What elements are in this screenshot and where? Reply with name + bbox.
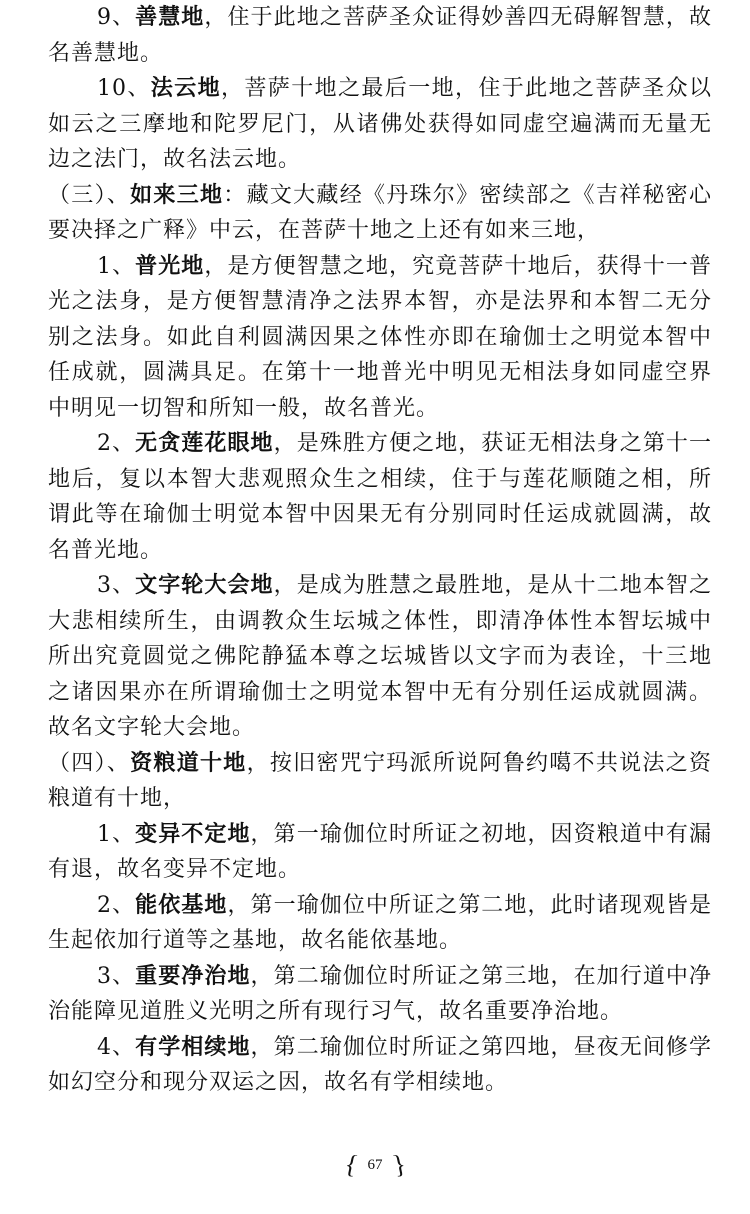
item-number: 3、 bbox=[97, 963, 136, 989]
document-body bbox=[48, 0, 712, 1101]
paragraph-text: ，是殊胜方便之地，获证无相法身之第十一地后，复以本智大悲观照众生之相续，住于与莲花顺随之相，所谓此等在瑜伽士明觉本智中因果无有分别同时任运成就圆满，故名普光地。 bbox=[48, 431, 712, 563]
item-number: 2、 bbox=[97, 431, 136, 456]
paragraph bbox=[48, 0, 712, 71]
right-ornament-icon: } bbox=[389, 1150, 408, 1179]
paragraph-text: ，住于此地之菩萨圣众证得妙善四无碍解智慧，故名善慧地。 bbox=[48, 5, 712, 66]
item-number: 4、 bbox=[97, 1034, 136, 1060]
paragraph bbox=[48, 746, 712, 817]
paragraph bbox=[48, 568, 712, 746]
item-number: 1、 bbox=[97, 253, 136, 279]
left-ornament-icon: { bbox=[342, 1150, 361, 1179]
term-heading: 普光地 bbox=[135, 252, 205, 279]
page-number: 67 bbox=[367, 1156, 383, 1173]
paragraph bbox=[48, 71, 712, 178]
term-heading: 有学相续地 bbox=[135, 1033, 251, 1060]
item-number: （三）、 bbox=[48, 182, 131, 208]
item-number: 2、 bbox=[97, 892, 136, 918]
paragraph-text: ：藏文大藏经《丹珠尔》密续部之《吉祥秘密心要决择之广释》中云，在菩萨十地之上还有如来三地， bbox=[48, 182, 712, 243]
page-footer bbox=[0, 1150, 750, 1180]
paragraph bbox=[48, 1030, 712, 1101]
term-heading: 资粮道十地 bbox=[130, 749, 247, 776]
paragraph-text: ，第二瑜伽位时所证之第三地，在加行道中净治能障见道胜义光明之所有现行习气，故名重要净治地。 bbox=[48, 963, 712, 1024]
paragraph bbox=[48, 817, 712, 888]
paragraph-text: ，菩萨十地之最后一地，住于此地之菩萨圣众以如云之三摩地和陀罗尼门，从诸佛处获得如同虚空遍满而无量无边之法门，故名法云地。 bbox=[48, 76, 712, 172]
paragraph-text: ，第二瑜伽位时所证之第四地，昼夜无间修学如幻空分和现分双运之因，故名有学相续地。 bbox=[48, 1034, 712, 1095]
paragraph bbox=[48, 178, 712, 249]
term-heading: 法云地 bbox=[150, 75, 221, 101]
term-heading: 变异不定地 bbox=[135, 820, 251, 847]
item-number: 3、 bbox=[97, 573, 136, 598]
paragraph-text: ，第一瑜伽位中所证之第二地，此时诸现观皆是生起依加行道等之基地，故名能依基地。 bbox=[48, 892, 712, 953]
item-number: （四）、 bbox=[48, 750, 131, 776]
term-heading: 重要净治地 bbox=[135, 962, 251, 989]
item-number: 1、 bbox=[97, 821, 136, 847]
term-heading: 无贪莲花眼地 bbox=[135, 430, 274, 456]
term-heading: 如来三地 bbox=[130, 181, 224, 208]
paragraph bbox=[48, 249, 712, 427]
paragraph bbox=[48, 426, 712, 568]
item-number: 9、 bbox=[97, 5, 136, 30]
item-number: 10、 bbox=[97, 76, 151, 101]
paragraph bbox=[48, 888, 712, 959]
term-heading: 善慧地 bbox=[135, 4, 205, 30]
paragraph-text: ，是成为胜慧之最胜地，是从十二地本智之大悲相续所生，由调教众生坛城之体性，即清净体性本智坛城中所出究竟圆觉之佛陀静猛本尊之坛城皆以文字而为表诠，十三地之诸因果亦在所谓瑜伽士之明觉本智中无有分别任运成就圆满。故名文字轮大会地。 bbox=[48, 573, 712, 740]
term-heading: 能依基地 bbox=[135, 891, 228, 918]
paragraph-text: ，按旧密咒宁玛派所说阿鲁约噶不共说法之资粮道有十地， bbox=[48, 750, 712, 811]
term-heading: 文字轮大会地 bbox=[135, 572, 274, 598]
paragraph-text: ，第一瑜伽位时所证之初地，因资粮道中有漏有退，故名变异不定地。 bbox=[48, 821, 712, 882]
paragraph-text: ，是方便智慧之地，究竟菩萨十地后，获得十一普光之法身，是方便智慧清净之法界本智，亦是法界和本智二无分别之法身。如此自利圆满因果之体性亦即在瑜伽士之明觉本智中任成就，圆满具足。在第十一地普光中明见无相法身如同虚空界中明见一切智和所知一般，故名普光。 bbox=[48, 253, 712, 421]
paragraph bbox=[48, 959, 712, 1030]
